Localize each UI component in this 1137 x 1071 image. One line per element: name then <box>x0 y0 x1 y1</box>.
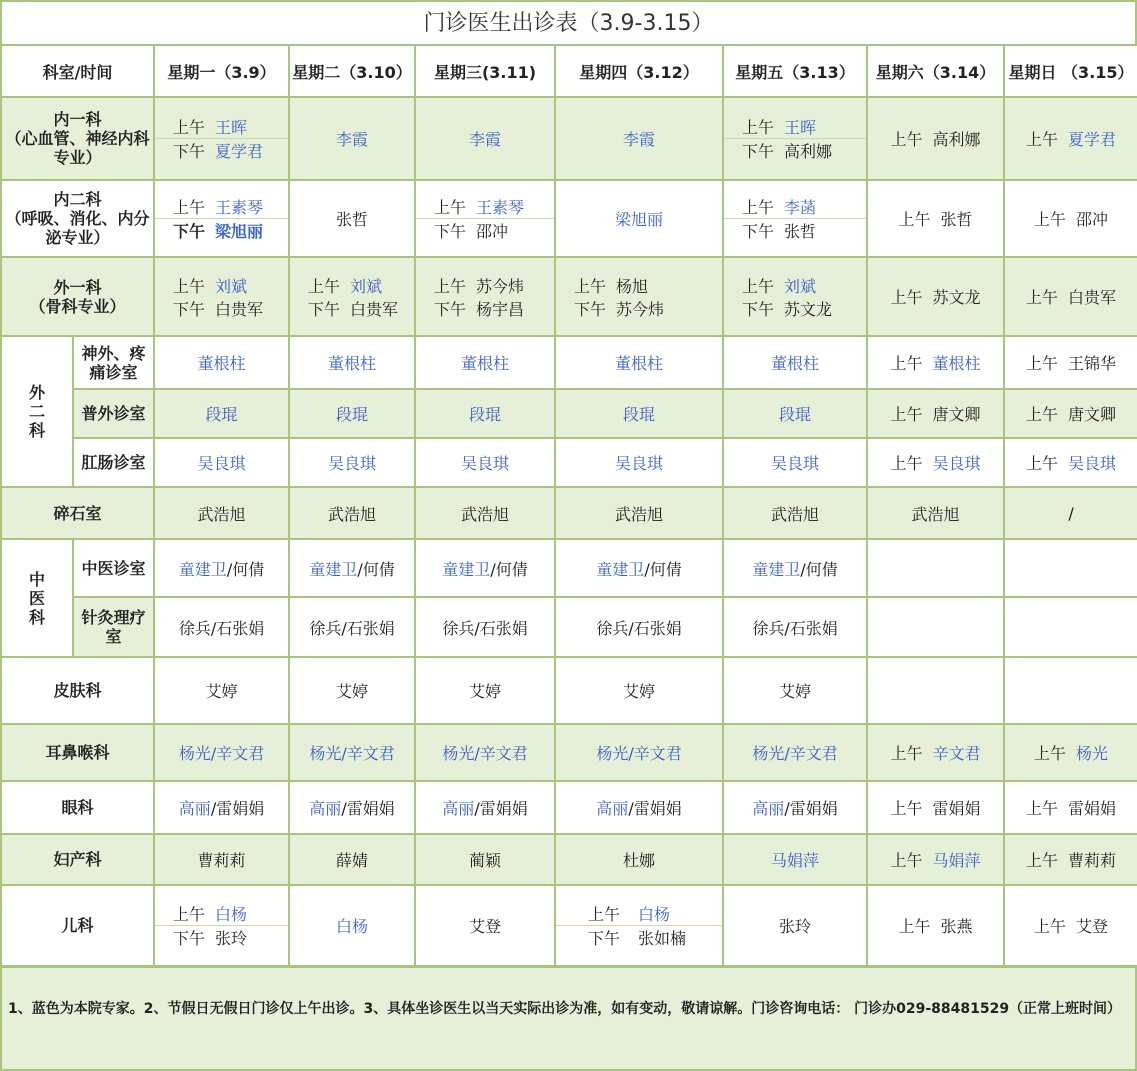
cell-fck-sat: 上午 马娟萍 <box>867 834 1004 885</box>
header-mon: 星期一（3.9） <box>154 45 289 97</box>
cell-ek-fri: 张玲 <box>723 885 867 966</box>
cell-nk2-mon: 上午 王素琴 下午 梁旭丽 <box>154 180 289 257</box>
cell-gc-sun: 上午 吴良琪 <box>1004 438 1137 487</box>
cell-yk-mon: 高丽/雷娟娟 <box>154 781 289 834</box>
cell-zj-tue: 徐兵/石张娟 <box>289 597 415 657</box>
cell-fck-mon: 曹莉莉 <box>154 834 289 885</box>
row-waike2-sub1 <box>1 336 1137 389</box>
cell-pw-sun: 上午 唐文卿 <box>1004 389 1137 438</box>
cell-pw-tue: 段琨 <box>289 389 415 438</box>
row-suishi <box>1 487 1137 539</box>
sub-shenwai: 神外、疼痛诊室 <box>73 336 154 389</box>
row-waike2-sub3 <box>1 438 1137 487</box>
cell-pw-sat: 上午 唐文卿 <box>867 389 1004 438</box>
cell-sui-sat: 武浩旭 <box>867 487 1004 539</box>
header-sat: 星期六（3.14） <box>867 45 1004 97</box>
cell-zj-sat <box>867 597 1004 657</box>
cell-nk2-tue: 张哲 <box>289 180 415 257</box>
cell-zy-tue: 童建卫/何倩 <box>289 539 415 597</box>
cell-fck-thu: 杜娜 <box>555 834 723 885</box>
header-row <box>1 45 1137 97</box>
cell-sui-wed: 武浩旭 <box>415 487 555 539</box>
cell-gc-wed: 吴良琪 <box>415 438 555 487</box>
cell-pf-fri: 艾婷 <box>723 657 867 724</box>
footer-notes <box>0 966 1137 1071</box>
cell-nk1-tue: 李霞 <box>289 97 415 180</box>
cell-sui-fri: 武浩旭 <box>723 487 867 539</box>
cell-fck-sun: 上午 曹莉莉 <box>1004 834 1137 885</box>
cell-wk1-sat: 上午 苏文龙 <box>867 257 1004 336</box>
cell-pw-thu: 段琨 <box>555 389 723 438</box>
cell-zy-thu: 童建卫/何倩 <box>555 539 723 597</box>
schedule-table <box>0 44 1137 967</box>
cell-nk2-sat: 上午 张哲 <box>867 180 1004 257</box>
row-yanke <box>1 781 1137 834</box>
sub-zhenjiu: 针灸理疗室 <box>73 597 154 657</box>
dept-neike2: 内二科 （呼吸、消化、内分泌专业） <box>1 180 154 257</box>
sub-puwai: 普外诊室 <box>73 389 154 438</box>
row-neike2 <box>1 180 1137 257</box>
header-thu: 星期四（3.12） <box>555 45 723 97</box>
header-dept-time: 科室/时间 <box>1 45 154 97</box>
row-pifu <box>1 657 1137 724</box>
dept-suishi: 碎石室 <box>1 487 154 539</box>
cell-pf-tue: 艾婷 <box>289 657 415 724</box>
cell-wk1-sun: 上午 白贵军 <box>1004 257 1137 336</box>
dept-erbihou: 耳鼻喉科 <box>1 724 154 781</box>
dept-zhongyi: 中医科 <box>1 539 73 657</box>
page-title: 门诊医生出诊表（3.9-3.15） <box>0 0 1137 44</box>
row-erbihou <box>1 724 1137 781</box>
cell-wk1-tue: 上午 刘斌 下午 白贵军 <box>289 257 415 336</box>
cell-yk-sat: 上午 雷娟娟 <box>867 781 1004 834</box>
cell-pf-thu: 艾婷 <box>555 657 723 724</box>
cell-sw-mon: 董根柱 <box>154 336 289 389</box>
dept-neike1: 内一科 （心血管、神经内科专业） <box>1 97 154 180</box>
cell-zj-mon: 徐兵/石张娟 <box>154 597 289 657</box>
cell-wk1-fri: 上午 刘斌 下午 苏文龙 <box>723 257 867 336</box>
cell-ek-thu: 上午 白杨 下午 张如楠 <box>555 885 723 966</box>
cell-zy-sat <box>867 539 1004 597</box>
row-fuchan <box>1 834 1137 885</box>
cell-gc-mon: 吴良琪 <box>154 438 289 487</box>
sub-zhongyi-room: 中医诊室 <box>73 539 154 597</box>
cell-ek-sun: 上午 艾登 <box>1004 885 1137 966</box>
cell-zj-sun <box>1004 597 1137 657</box>
cell-nk1-sun: 上午 夏学君 <box>1004 97 1137 180</box>
sub-gangchang: 肛肠诊室 <box>73 438 154 487</box>
cell-nk1-wed: 李霞 <box>415 97 555 180</box>
cell-pw-mon: 段琨 <box>154 389 289 438</box>
cell-sw-wed: 董根柱 <box>415 336 555 389</box>
cell-ebh-mon: 杨光/辛文君 <box>154 724 289 781</box>
cell-zy-wed: 童建卫/何倩 <box>415 539 555 597</box>
cell-wk1-thu: 上午 杨旭 下午 苏今炜 <box>555 257 723 336</box>
cell-fck-fri: 马娟萍 <box>723 834 867 885</box>
dept-waike1: 外一科 （骨科专业） <box>1 257 154 336</box>
cell-ek-mon: 上午 白杨 下午 张玲 <box>154 885 289 966</box>
cell-sw-thu: 董根柱 <box>555 336 723 389</box>
cell-yk-sun: 上午 雷娟娟 <box>1004 781 1137 834</box>
dept-fuchan: 妇产科 <box>1 834 154 885</box>
cell-sui-tue: 武浩旭 <box>289 487 415 539</box>
header-wed: 星期三(3.11) <box>415 45 555 97</box>
row-zhongyi-sub1 <box>1 539 1137 597</box>
cell-ebh-sat: 上午 辛文君 <box>867 724 1004 781</box>
dept-pifu: 皮肤科 <box>1 657 154 724</box>
cell-ek-sat: 上午 张燕 <box>867 885 1004 966</box>
cell-pf-wed: 艾婷 <box>415 657 555 724</box>
cell-wk1-mon: 上午 刘斌 下午 白贵军 <box>154 257 289 336</box>
cell-zj-wed: 徐兵/石张娟 <box>415 597 555 657</box>
cell-sw-tue: 董根柱 <box>289 336 415 389</box>
cell-gc-thu: 吴良琪 <box>555 438 723 487</box>
cell-yk-thu: 高丽/雷娟娟 <box>555 781 723 834</box>
cell-sui-thu: 武浩旭 <box>555 487 723 539</box>
cell-yk-wed: 高丽/雷娟娟 <box>415 781 555 834</box>
row-zhongyi-sub2 <box>1 597 1137 657</box>
dept-erke: 儿科 <box>1 885 154 966</box>
cell-ek-wed: 艾登 <box>415 885 555 966</box>
cell-ebh-sun: 上午 杨光 <box>1004 724 1137 781</box>
cell-nk1-fri: 上午 王晖 下午 高利娜 <box>723 97 867 180</box>
header-tue: 星期二（3.10） <box>289 45 415 97</box>
cell-pw-fri: 段琨 <box>723 389 867 438</box>
cell-ek-tue: 白杨 <box>289 885 415 966</box>
cell-zy-fri: 童建卫/何倩 <box>723 539 867 597</box>
cell-zj-thu: 徐兵/石张娟 <box>555 597 723 657</box>
cell-yk-fri: 高丽/雷娟娟 <box>723 781 867 834</box>
cell-sw-sun: 上午 王锦华 <box>1004 336 1137 389</box>
cell-fck-wed: 蔺颖 <box>415 834 555 885</box>
cell-sw-fri: 董根柱 <box>723 336 867 389</box>
cell-ebh-thu: 杨光/辛文君 <box>555 724 723 781</box>
dept-waike2: 外二科 <box>1 336 73 487</box>
cell-nk2-fri: 上午 李菡 下午 张哲 <box>723 180 867 257</box>
dept-yanke: 眼科 <box>1 781 154 834</box>
cell-nk2-sun: 上午 邵冲 <box>1004 180 1137 257</box>
cell-nk2-wed: 上午 王素琴 下午 邵冲 <box>415 180 555 257</box>
cell-fck-tue: 薛婧 <box>289 834 415 885</box>
cell-nk1-thu: 李霞 <box>555 97 723 180</box>
cell-pf-sat <box>867 657 1004 724</box>
cell-nk1-sat: 上午 高利娜 <box>867 97 1004 180</box>
cell-nk2-thu: 梁旭丽 <box>555 180 723 257</box>
row-waike1 <box>1 257 1137 336</box>
cell-ebh-fri: 杨光/辛文君 <box>723 724 867 781</box>
footer-text: 1、蓝色为本院专家。2、节假日无假日门诊仅上午出诊。3、具体坐诊医生以当天实际出诊为准，如有变动，敬请谅解。门诊咨询电话： 门诊办029-88481529（正常上班时间） <box>8 1001 1122 1017</box>
cell-zj-fri: 徐兵/石张娟 <box>723 597 867 657</box>
cell-gc-sat: 上午 吴良琪 <box>867 438 1004 487</box>
header-sun: 星期日 （3.15） <box>1004 45 1137 97</box>
row-erke <box>1 885 1137 966</box>
cell-zy-sun <box>1004 539 1137 597</box>
cell-pf-mon: 艾婷 <box>154 657 289 724</box>
row-waike2-sub2 <box>1 389 1137 438</box>
cell-pf-sun <box>1004 657 1137 724</box>
header-fri: 星期五（3.13） <box>723 45 867 97</box>
cell-ebh-tue: 杨光/辛文君 <box>289 724 415 781</box>
cell-nk1-mon: 上午 王晖 下午 夏学君 <box>154 97 289 180</box>
cell-wk1-wed: 上午 苏今炜 下午 杨宇昌 <box>415 257 555 336</box>
cell-sw-sat: 上午 董根柱 <box>867 336 1004 389</box>
cell-sui-mon: 武浩旭 <box>154 487 289 539</box>
cell-yk-tue: 高丽/雷娟娟 <box>289 781 415 834</box>
cell-sui-sun: / <box>1004 487 1137 539</box>
cell-zy-mon: 童建卫/何倩 <box>154 539 289 597</box>
cell-ebh-wed: 杨光/辛文君 <box>415 724 555 781</box>
cell-gc-tue: 吴良琪 <box>289 438 415 487</box>
cell-gc-fri: 吴良琪 <box>723 438 867 487</box>
cell-pw-wed: 段琨 <box>415 389 555 438</box>
row-neike1 <box>1 97 1137 180</box>
